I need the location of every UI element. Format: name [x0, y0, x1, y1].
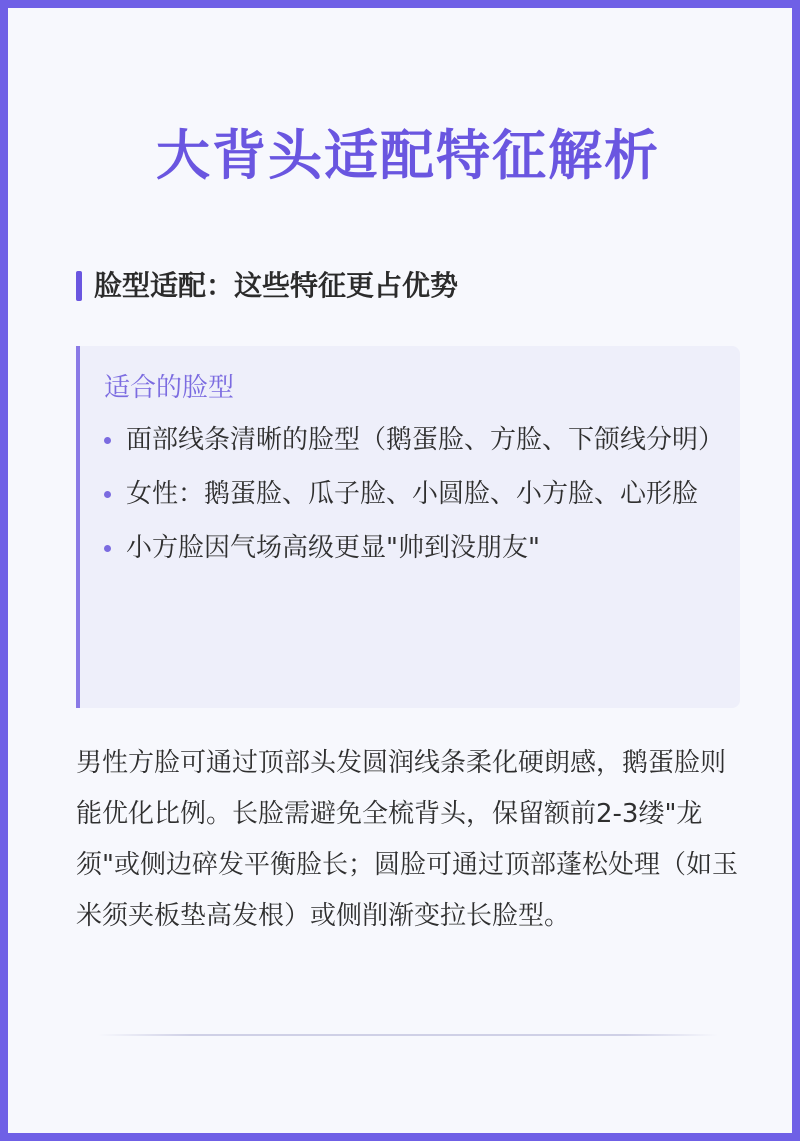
list-item: [104, 526, 716, 570]
list-item-text: 面部线条清晰的脸型（鹅蛋脸、方脸、下颌线分明）: [126, 425, 725, 455]
page-title: 大背头适配特征解析: [156, 124, 660, 187]
bottom-divider: [98, 1034, 718, 1036]
bullet-dot-icon: [104, 491, 111, 498]
card-list: [104, 418, 725, 570]
section-accent-bar: [76, 271, 82, 301]
section-heading: [76, 266, 458, 306]
list-item-text: 小方脸因气场高级更显"帅到没朋友": [126, 533, 540, 563]
bullet-dot-icon: [104, 545, 111, 552]
list-item: [104, 472, 716, 516]
list-item-text: 女性：鹅蛋脸、瓜子脸、小圆脸、小方脸、心形脸: [126, 479, 699, 509]
bullet-dot-icon: [104, 437, 111, 444]
list-item: [104, 418, 725, 462]
section-heading-text: 脸型适配：这些特征更占优势: [94, 269, 459, 302]
card-title: 适合的脸型: [104, 373, 235, 403]
face-shape-card: [76, 346, 740, 708]
body-paragraph: 男性方脸可通过顶部头发圆润线条柔化硬朗感，鹅蛋脸则能优化比例。长脸需避免全梳背头，保留额前2-3缕"龙须"或侧边碎发平衡脸长；圆脸可通过顶部蓬松处理（如玉米须夹板垫高发根）或侧削渐变拉长脸型。: [76, 748, 738, 931]
